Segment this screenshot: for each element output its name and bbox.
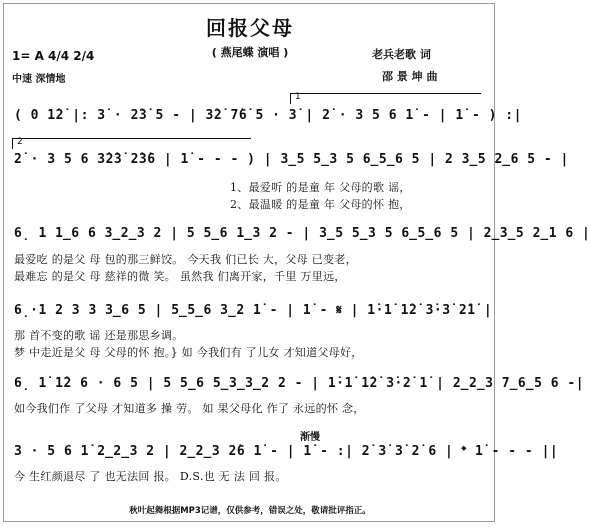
notation-line-1: ( 0 1̇2̇ |: 3̇ · 2̇3̇ 5 - | 3̇2̇ 7̇6̇ 5 · 3̇ | 2̇ · 3 5 6 1̇ - | 1̇ - ) :| — [14, 108, 522, 123]
key-signature: 1= A 4/4 2/4 — [12, 49, 95, 63]
lyric-line-4-verse-1: 那 首不变的歌 谣 还是那思乡调。 — [14, 329, 184, 342]
lyric-line-3-verse-2: 最难忘 的是父 母 慈祥的微 笑。 虽然我 们离开家，千里 万里远， — [14, 270, 346, 283]
tempo-marking: 中速 深情地 — [12, 74, 66, 85]
singer-credit: ( 燕尾蝶 演唱 ) — [211, 46, 289, 59]
notation-line-2: 2̇ · 3 5 6 3̇2̇3̇ 2̇3̇6 | 1̇ - - - ) | 3̲5 5̲3 5 6̲5̲6 5 | 2 3̲5 2̲6 5 - | — [14, 152, 569, 167]
composer-credit: 邵 景 坤 曲 — [382, 70, 438, 83]
ritardando-mark: 渐慢 — [300, 432, 320, 443]
notation-line-3: 6̣ 1 1̲6 6 3̲2̲3 2 | 5 5̲6 1̲3 2 - | 3̲5 5̲3 5 6̲5̲6 5 | 2̲3̲5 2̲1 6 | — [14, 226, 590, 241]
second-ending-bracket — [12, 138, 251, 149]
lyricist-credit: 老兵老歌 词 — [372, 48, 431, 61]
transcription-note: 秋叶起舞根据MP3记谱，仅供参考，错误之处，敬请批评指正。 — [129, 506, 371, 516]
song-title: 回报父母 — [206, 16, 294, 40]
first-ending-bracket — [290, 93, 481, 104]
lyric-line-5: 如今我们作 了父母 才知道多 操 劳。 如 果父母化 作了 永远的怀 念， — [14, 402, 365, 415]
notation-line-4: 6̣·1 2 3 3 3̲6 5 | 5̲5̲6 3̲2 1̇ - | 1̇ - 𝄋 | 1̇·1̇ 1̇2̇ 3̇·3̇ 2̇1̇ | — [14, 303, 493, 318]
lyric-line-2-verse-2: 2、最温暖 的是童 年 父母的怀 抱， — [230, 198, 411, 211]
notation-line-6: 3 · 5 6 1̇ 2̲2̲3 2 | 2̲2̲3 2̇6 1̇ - | 1̇ - :| 2̇ 3̇ 3̇ 2̇ 6 | 𝄌 1̇ - - - || — [14, 444, 559, 459]
first-ending-label: 1 — [295, 92, 301, 102]
second-ending-label: 2 — [17, 137, 23, 147]
lyric-line-4-verse-2: 梦 中走近是父 母 父母的怀 抱。} 如 今我们有 了儿女 才知道父母好， — [14, 346, 363, 359]
lyric-line-6: 今 生红颜退尽 了 也无法回 报。 D.S.也 无 法 回 报。 — [14, 470, 287, 483]
notation-line-5: 6̣ 1̇ 1̇2 6 · 6 5 | 5 5̲6 5̲3̲3̲2 2 - | 1̇·1̇ 1̇2̇ 3̇·2̇ 1̇ | 2̲2̲3 7̲6̲5 6 -| — [14, 376, 585, 391]
lyric-line-3-verse-1: 最爱吃 的是父 母 包的那三鲜饺。 今天我 们已长 大，父母 已变老， — [14, 253, 357, 266]
lyric-line-2-verse-1: 1、最爱听 的是童 年 父母的歌 谣， — [230, 181, 411, 194]
